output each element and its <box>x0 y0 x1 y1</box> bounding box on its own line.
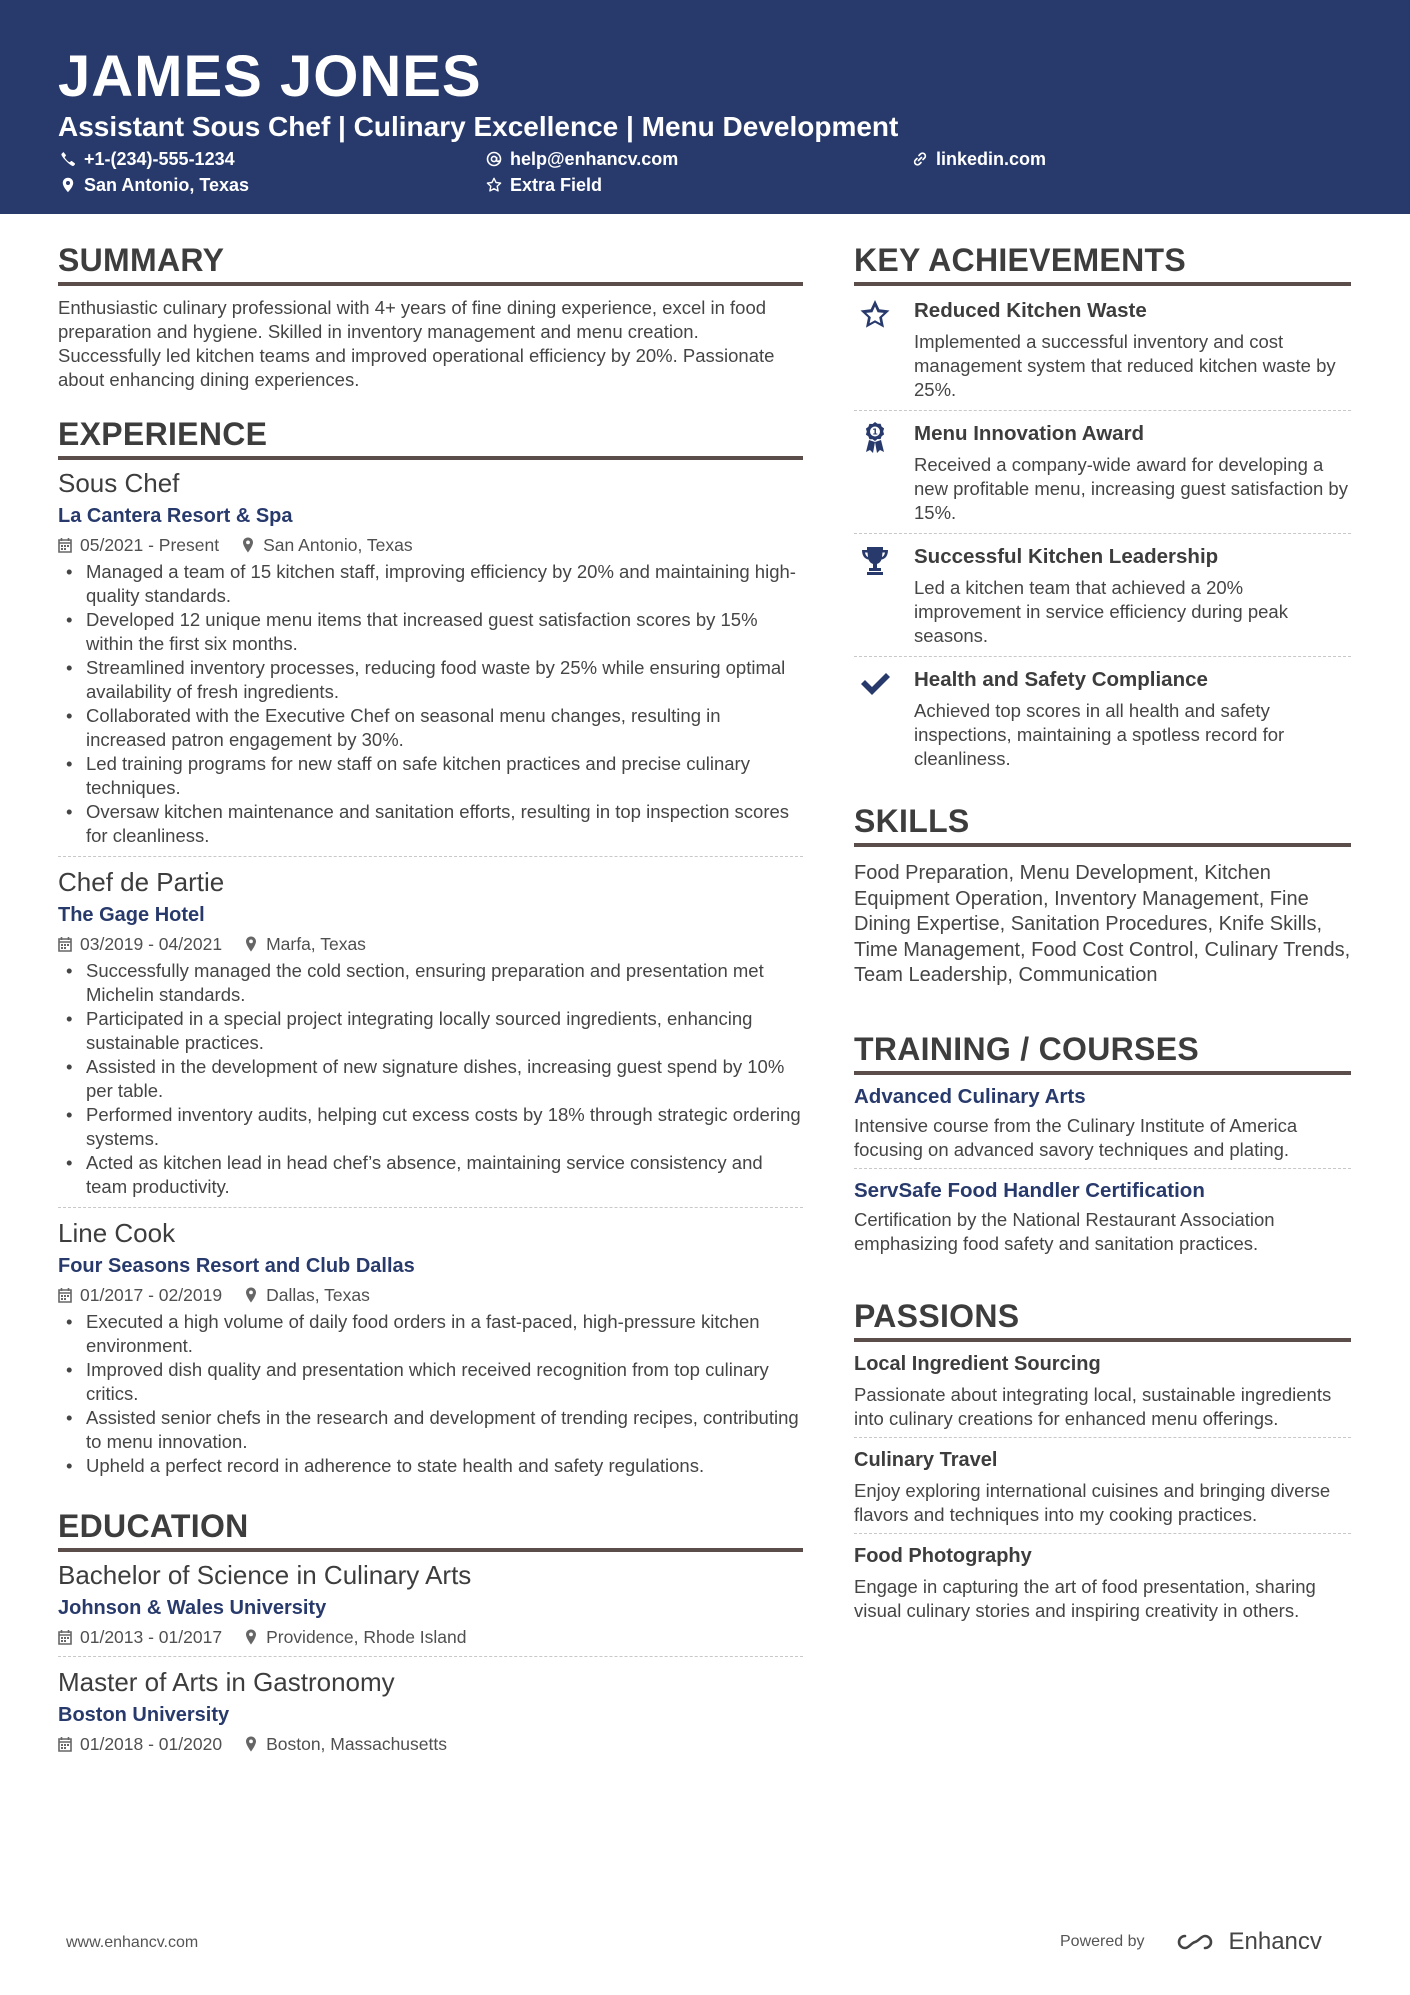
bullet-item: • Acted as kitchen lead in head chef’s absence, maintaining service consistency and team productivity. <box>58 1151 803 1199</box>
education-meta <box>58 1731 803 1757</box>
section-title: TRAINING / COURSES <box>854 1029 1351 1075</box>
passion-title: Local Ingredient Sourcing <box>854 1352 1101 1375</box>
passions-section <box>854 1296 1351 1629</box>
education-dates: 01/2013 - 01/2017 <box>80 1627 223 1647</box>
education-location: Boston, Massachusetts <box>266 1734 447 1754</box>
calendar-icon <box>58 936 72 952</box>
bullet-item: • Collaborated with the Executive Chef on seasonal menu changes, resulting in increased patron engagement by 30%. <box>58 704 803 752</box>
passion-text: Enjoy exploring international cuisines and bringing diverse flavors and techniques into my cooking practices. <box>854 1479 1331 1525</box>
footer-website[interactable]: www.enhancv.com <box>66 1934 199 1951</box>
job-entry <box>58 1216 803 1486</box>
brand-logo[interactable] <box>1171 1928 1322 1956</box>
location-pin-icon <box>244 936 258 952</box>
passion-title: Food Photography <box>854 1544 1032 1567</box>
degree-title: Bachelor of Science in Culinary Arts <box>58 1560 472 1590</box>
contact-phone <box>60 148 235 170</box>
passion-text: Engage in capturing the art of food presentation, sharing visual culinary stories and inspiring creativity in others. <box>854 1575 1316 1621</box>
contact-email[interactable] <box>486 148 678 170</box>
course-item <box>854 1177 1351 1262</box>
job-meta <box>58 1282 803 1308</box>
link-icon <box>912 151 928 167</box>
passion-item <box>854 1542 1351 1629</box>
trophy-icon <box>858 544 892 578</box>
job-title: Line Cook <box>58 1218 176 1248</box>
section-title: PASSIONS <box>854 1296 1351 1342</box>
bullet-item: • Led training programs for new staff on safe kitchen practices and precise culinary techniques. <box>58 752 803 800</box>
job-dates: 03/2019 - 04/2021 <box>80 934 223 954</box>
achievement-title: Menu Innovation Award <box>914 422 1145 445</box>
achievement-item <box>854 296 1351 411</box>
course-title: Advanced Culinary Arts <box>854 1084 1086 1108</box>
job-title: Chef de Partie <box>58 867 225 897</box>
location-pin-icon <box>244 1287 258 1303</box>
job-entry <box>58 865 803 1208</box>
course-item <box>854 1083 1351 1169</box>
footer-branding <box>1060 1928 1322 1956</box>
course-title: ServSafe Food Handler Certification <box>854 1178 1205 1202</box>
achievement-item <box>854 419 1351 534</box>
summary-text: Enthusiastic culinary professional with 4+ years of fine dining experience, excel in food preparation and hygiene. Skilled in inventory management and menu creation. Successfully led kitchen teams and improved operational efficiency by 20%. Passionate about enhancing dining experiences. <box>58 297 775 390</box>
enhancv-logo-icon <box>1171 1930 1219 1954</box>
contact-extra <box>486 174 602 196</box>
education-dates: 01/2018 - 01/2020 <box>80 1734 223 1754</box>
job-bullets <box>58 1310 803 1478</box>
resume-header <box>0 0 1410 214</box>
location-pin-icon <box>60 177 76 193</box>
passion-title: Culinary Travel <box>854 1448 998 1471</box>
achievement-text: Received a company-wide award for developing a new profitable menu, increasing guest satisfaction by 15%. <box>914 454 1348 523</box>
passion-item <box>854 1446 1351 1534</box>
job-bullets <box>58 560 803 848</box>
extra-field-text: Extra Field <box>510 175 603 195</box>
bullet-item: • Improved dish quality and presentation which received recognition from top culinary critics. <box>58 1358 803 1406</box>
section-title: SUMMARY <box>58 240 803 286</box>
brand-name: Enhancv <box>1228 1928 1322 1955</box>
achievement-title: Reduced Kitchen Waste <box>914 299 1147 322</box>
achievements-section <box>854 240 1351 779</box>
achievement-title: Successful Kitchen Leadership <box>914 545 1219 568</box>
contact-link[interactable] <box>912 148 1046 170</box>
section-title: SKILLS <box>854 801 1351 847</box>
calendar-icon <box>58 1287 72 1303</box>
svg-text:1: 1 <box>872 427 878 437</box>
bullet-item: • Assisted senior chefs in the research and development of trending recipes, contributing to menu innovation. <box>58 1406 803 1454</box>
company-name: The Gage Hotel <box>58 904 205 926</box>
contact-location <box>60 174 249 196</box>
job-dates: 05/2021 - Present <box>80 535 220 555</box>
bullet-item: • Oversaw kitchen maintenance and sanitation efforts, resulting in top inspection scores for cleanliness. <box>58 800 803 848</box>
job-location: Marfa, Texas <box>266 934 366 954</box>
calendar-icon <box>58 537 72 553</box>
section-title: EXPERIENCE <box>58 414 803 460</box>
bullet-item: • Performed inventory audits, helping cut excess costs by 18% through strategic ordering systems. <box>58 1103 803 1151</box>
bullet-item: • Successfully managed the cold section, ensuring preparation and presentation met Michelin standards. <box>58 959 803 1007</box>
job-bullets <box>58 959 803 1199</box>
section-title: EDUCATION <box>58 1506 803 1552</box>
job-location: Dallas, Texas <box>266 1285 370 1305</box>
achievement-title: Health and Safety Compliance <box>914 668 1208 691</box>
education-entry <box>58 1665 803 1763</box>
achievement-text: Led a kitchen team that achieved a 20% improvement in service efficiency during peak seasons. <box>914 577 1288 646</box>
calendar-icon <box>58 1736 72 1752</box>
company-name: La Cantera Resort & Spa <box>58 505 293 527</box>
award-ribbon-icon <box>858 421 892 455</box>
achievement-item <box>854 665 1351 779</box>
bullet-item: • Managed a team of 15 kitchen staff, improving efficiency by 20% and maintaining high-quality standards. <box>58 560 803 608</box>
skills-text: Food Preparation, Menu Development, Kitchen Equipment Operation, Inventory Management, Fine Dining Expertise, Sanitation Procedures, Knife Skills, Time Management, Food Cost Control, Culinary Trends, Team Leadership, Communication <box>854 862 1351 986</box>
degree-title: Master of Arts in Gastronomy <box>58 1667 395 1697</box>
candidate-name: JAMES JONES <box>58 44 482 109</box>
course-text: Intensive course from the Culinary Institute of America focusing on advanced savory techniques and plating. <box>854 1114 1298 1160</box>
right-column <box>854 240 1351 1637</box>
star-icon <box>858 298 892 332</box>
job-dates: 01/2017 - 02/2019 <box>80 1285 223 1305</box>
achievement-item <box>854 542 1351 657</box>
school-name: Boston University <box>58 1704 230 1726</box>
bullet-item: • Developed 12 unique menu items that increased guest satisfaction scores by 15% within the first six months. <box>58 608 803 656</box>
job-entry <box>58 466 803 857</box>
star-outline-icon <box>486 177 502 193</box>
training-section <box>854 1029 1351 1262</box>
achievement-text: Achieved top scores in all health and safety inspections, maintaining a spotless record for cleanliness. <box>914 700 1285 769</box>
experience-section <box>58 414 803 1486</box>
job-meta <box>58 532 803 558</box>
candidate-title: Assistant Sous Chef | Culinary Excellence | Menu Development <box>58 111 899 142</box>
link-text[interactable]: linkedin.com <box>936 149 1047 169</box>
location-text: San Antonio, Texas <box>84 175 250 195</box>
location-pin-icon <box>244 1629 258 1645</box>
email-text[interactable]: help@enhancv.com <box>510 149 679 169</box>
at-icon <box>486 151 502 167</box>
left-column <box>58 240 803 1771</box>
passion-item <box>854 1350 1351 1438</box>
powered-by-label: Powered by <box>1060 1933 1145 1950</box>
passion-text: Passionate about integrating local, sustainable ingredients into culinary creations for enhanced menu offerings. <box>854 1383 1332 1429</box>
bullet-item: • Streamlined inventory processes, reducing food waste by 25% while ensuring optimal availability of fresh ingredients. <box>58 656 803 704</box>
education-meta <box>58 1624 803 1650</box>
education-section <box>58 1506 803 1763</box>
section-title: KEY ACHIEVEMENTS <box>854 240 1351 286</box>
location-pin-icon <box>244 1736 258 1752</box>
skills-section <box>854 801 1351 989</box>
location-pin-icon <box>241 537 255 553</box>
checkmark-icon <box>858 667 892 701</box>
phone-text: +1-(234)-555-1234 <box>84 149 235 169</box>
school-name: Johnson & Wales University <box>58 1597 327 1619</box>
bullet-item: • Executed a high volume of daily food orders in a fast-paced, high-pressure kitchen environment. <box>58 1310 803 1358</box>
achievement-text: Implemented a successful inventory and cost management system that reduced kitchen waste by 25%. <box>914 331 1336 400</box>
company-name: Four Seasons Resort and Club Dallas <box>58 1255 415 1277</box>
phone-icon <box>60 151 76 167</box>
bullet-item: • Participated in a special project integrating locally sourced ingredients, enhancing sustainable practices. <box>58 1007 803 1055</box>
job-title: Sous Chef <box>58 468 180 498</box>
education-entry <box>58 1558 803 1657</box>
calendar-icon <box>58 1629 72 1645</box>
job-meta <box>58 931 803 957</box>
course-text: Certification by the National Restaurant Association emphasizing food safety and sanitation practices. <box>854 1208 1275 1254</box>
bullet-item: • Assisted in the development of new signature dishes, increasing guest spend by 10% per table. <box>58 1055 803 1103</box>
summary-section <box>58 240 803 392</box>
job-location: San Antonio, Texas <box>263 535 413 555</box>
bullet-item: • Upheld a perfect record in adherence to state health and safety regulations. <box>58 1454 803 1478</box>
education-location: Providence, Rhode Island <box>266 1627 467 1647</box>
